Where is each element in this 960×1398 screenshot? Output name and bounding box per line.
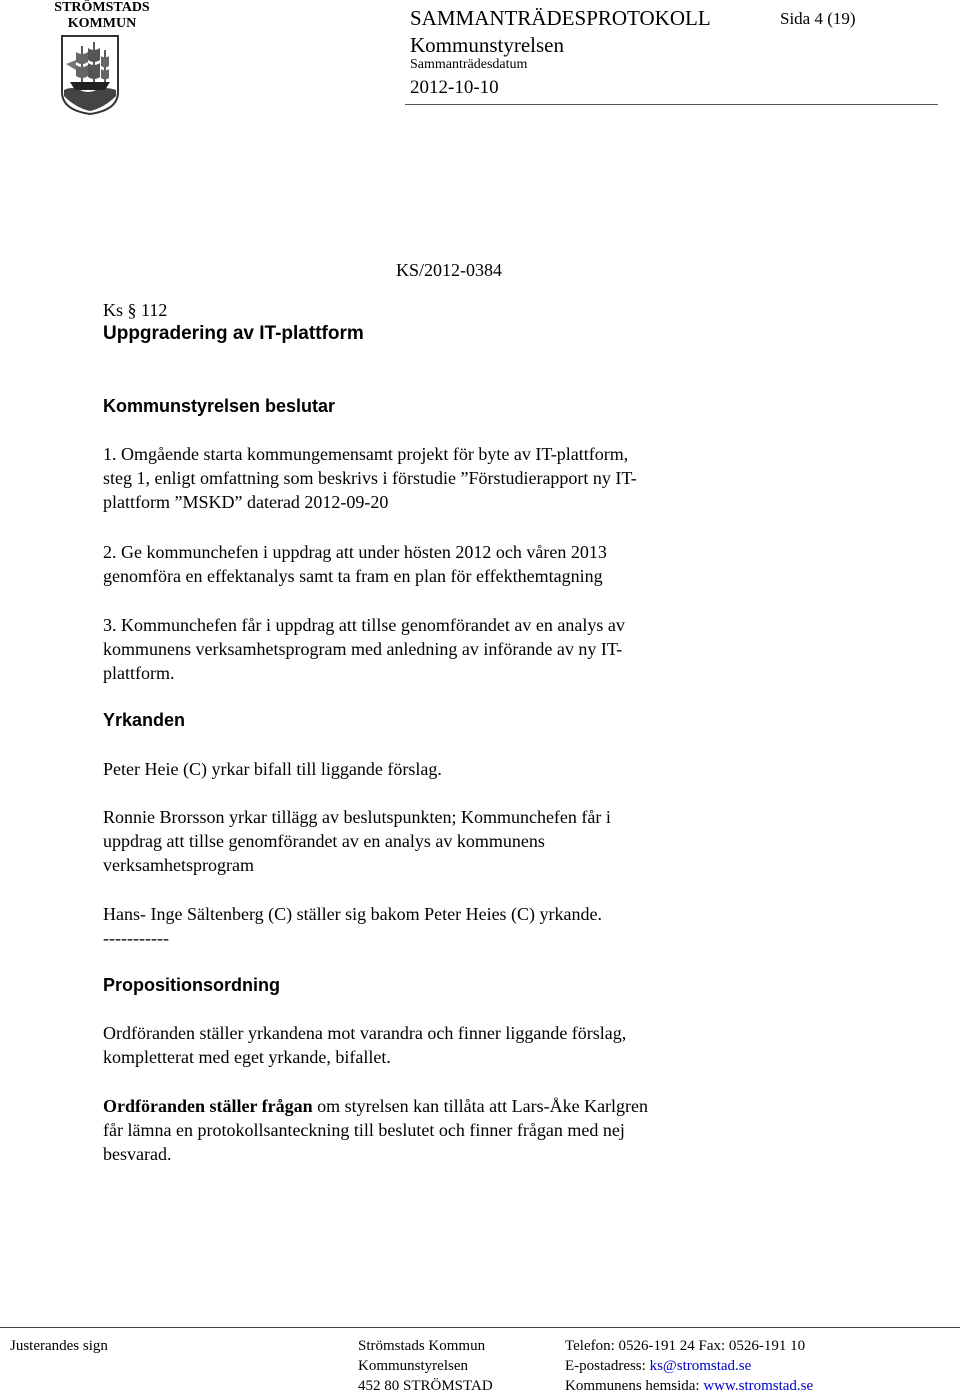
decision-item-1	[103, 442, 763, 514]
sign-label-text: Justerandes sign	[10, 1338, 108, 1354]
order-paragraph-1	[103, 1021, 763, 1069]
order-paragraph-2-line: får lämna en protokollsanteckning till beslutet och finner frågan med nej	[103, 1120, 625, 1140]
footer-web-link[interactable]: www.stromstad.se	[703, 1378, 814, 1394]
motion-heie	[103, 757, 763, 781]
decision-item-3-line: kommunens verksamhetsprogram med anledning av införande av ny IT-	[103, 639, 623, 659]
order-paragraph-1-line: kompletterat med eget yrkande, bifallet.	[103, 1047, 391, 1067]
footer-email-label: E-postadress:	[565, 1358, 650, 1374]
footer-address-line: Strömstads Kommun	[358, 1338, 486, 1354]
motion-brorsson	[103, 805, 763, 877]
body-name: Kommunstyrelsen	[410, 33, 564, 57]
footer-phone: Telefon: 0526-191 24 Fax: 0526-191 10	[565, 1338, 806, 1354]
section-divider: -----------	[103, 928, 169, 948]
order-paragraph-2	[103, 1094, 763, 1166]
decision-item-3-line: plattform.	[103, 663, 175, 683]
decision-item-1-line: steg 1, enligt omfattning som beskrivs i förstudie ”Förstudierapport ny IT-	[103, 468, 637, 488]
case-reference: KS/2012-0384	[396, 260, 503, 280]
municipality-name-line1: STRÖMSTADS	[54, 0, 150, 15]
footer-address	[358, 1336, 493, 1396]
municipality-name-line2: KOMMUN	[67, 16, 137, 31]
header-divider	[405, 104, 938, 105]
municipality-name	[52, 0, 152, 32]
motion-saltenberg-text: Hans- Inge Sältenberg (C) ställer sig bakom Peter Heies (C) yrkande.	[103, 904, 603, 924]
motion-brorsson-line: Ronnie Brorsson yrkar tillägg av beslutspunkten; Kommunchefen får i	[103, 807, 611, 827]
footer-email-line	[565, 1356, 813, 1376]
motion-brorsson-line: verksamhetsprogram	[103, 855, 254, 875]
decision-item-3	[103, 613, 763, 685]
order-paragraph-2-bold: Ordföranden ställer frågan	[103, 1096, 313, 1116]
page-indicator: Sida 4 (19)	[780, 9, 856, 28]
decision-item-2-line: genomföra en effektanalys samt ta fram en plan för effekthemtagning	[103, 566, 603, 586]
order-paragraph-1-line: Ordföranden ställer yrkandena mot varandra och finner liggande förslag,	[103, 1023, 627, 1043]
decision-heading: Kommunstyrelsen beslutar	[103, 396, 336, 416]
order-paragraph-2-rest: om styrelsen kan tillåta att Lars-Åke Karlgren	[312, 1096, 649, 1116]
motions-heading: Yrkanden	[103, 710, 186, 730]
meeting-date: 2012-10-10	[410, 77, 499, 98]
order-heading: Propositionsordning	[103, 975, 280, 995]
order-paragraph-2-line: besvarad.	[103, 1144, 172, 1164]
footer-web-label: Kommunens hemsida:	[565, 1378, 704, 1394]
decision-item-2	[103, 540, 763, 588]
meeting-date-label: Sammanträdesdatum	[410, 57, 528, 72]
footer-address-line: 452 80 STRÖMSTAD	[358, 1378, 493, 1394]
motion-heie-text: Peter Heie (C) yrkar bifall till liggande förslag.	[103, 759, 442, 779]
order-paragraph-2-line	[103, 1094, 763, 1118]
case-title: Uppgradering av IT-plattform	[103, 323, 364, 344]
decision-item-3-line: 3. Kommunchefen får i uppdrag att tillse genomförandet av en analys av	[103, 615, 625, 635]
decision-item-1-line: plattform ”MSKD” daterad 2012-09-20	[103, 492, 389, 512]
decision-item-1-line: 1. Omgående starta kommungemensamt projekt för byte av IT-plattform,	[103, 444, 629, 464]
footer-address-line: Kommunstyrelsen	[358, 1358, 468, 1374]
footer-email-link[interactable]: ks@stromstad.se	[649, 1358, 752, 1374]
sign-label	[10, 1336, 108, 1356]
footer-web-line	[565, 1376, 813, 1396]
motion-brorsson-line: uppdrag att tillse genomförandet av en analys av kommunens	[103, 831, 545, 851]
footer-divider	[0, 1327, 960, 1328]
section-number: Ks § 112	[103, 300, 168, 320]
decision-item-2-line: 2. Ge kommunchefen i uppdrag att under hösten 2012 och våren 2013	[103, 542, 607, 562]
footer-contact	[565, 1336, 813, 1396]
document-type: SAMMANTRÄDESPROTOKOLL	[410, 6, 711, 30]
ship-crest-icon	[60, 34, 120, 116]
motion-saltenberg	[103, 902, 763, 950]
